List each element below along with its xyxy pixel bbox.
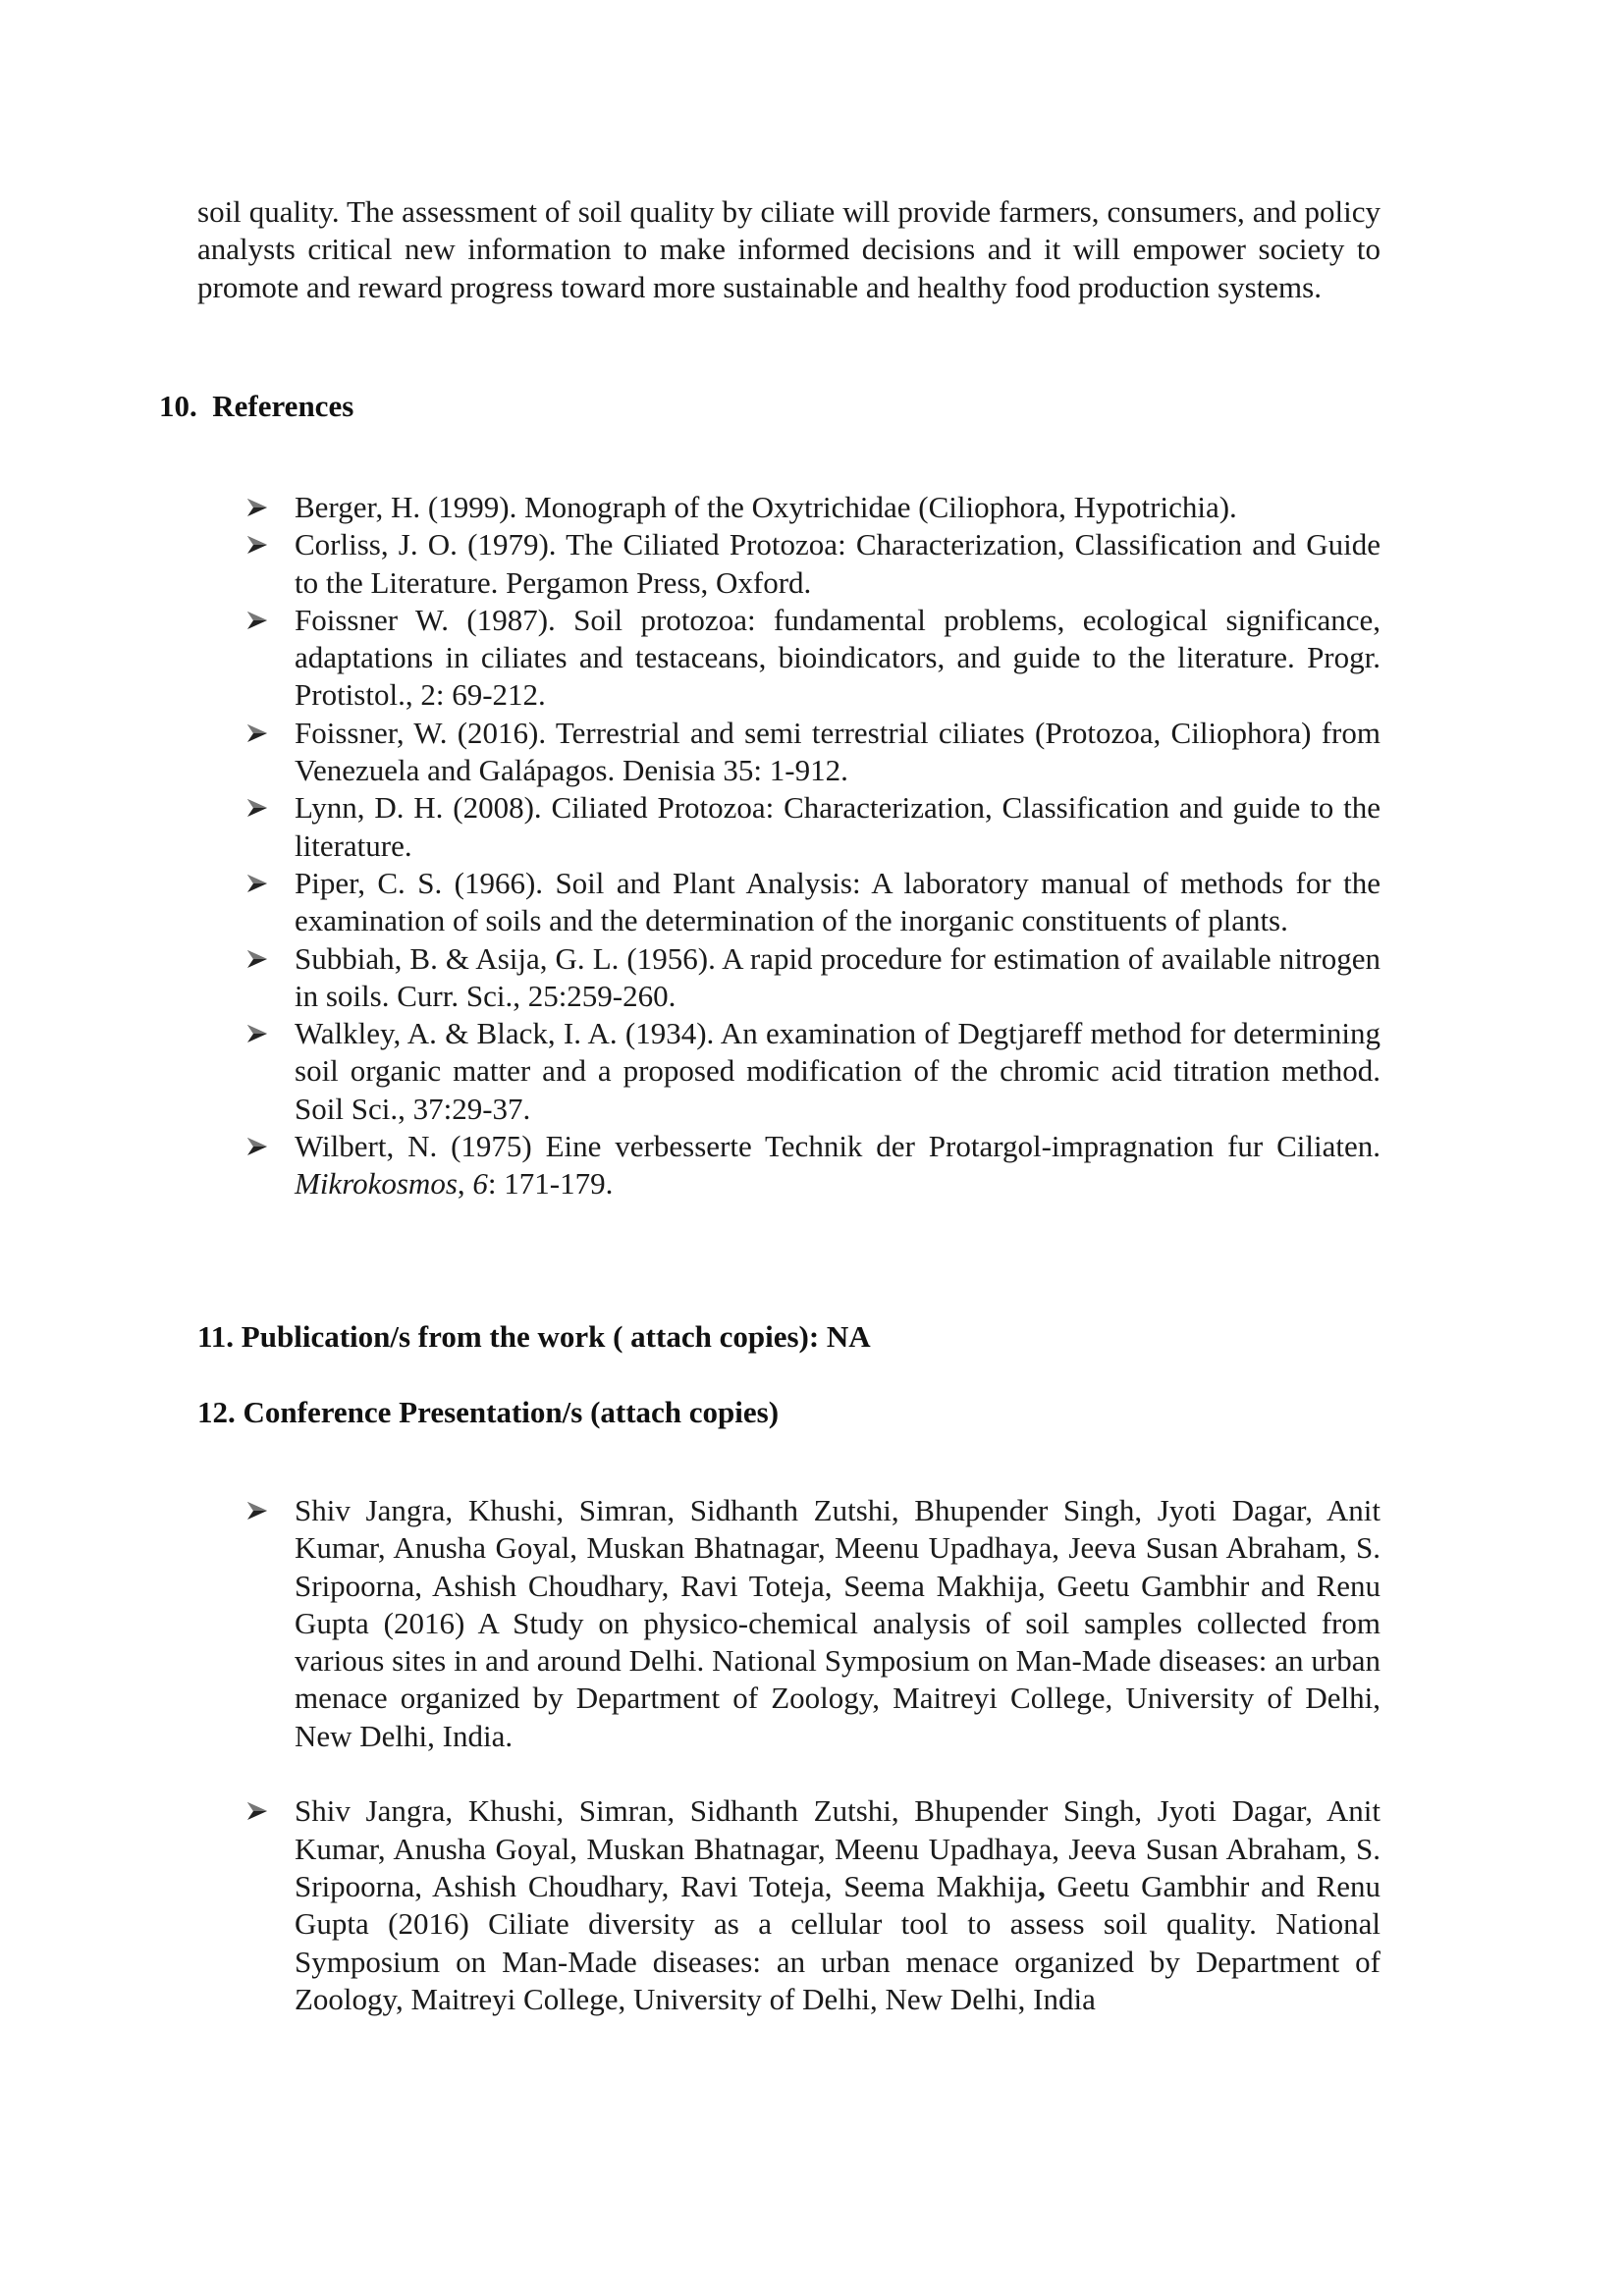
reference-item: Wilbert, N. (1975) Eine verbesserte Technik der Protargol-impragnation fur Ciliaten. Mikrokosmos, 6: 171-179. (0, 1128, 1380, 1203)
conference-item: Shiv Jangra, Khushi, Simran, Sidhanth Zutshi, Bhupender Singh, Jyoti Dagar, Anit Kumar, Anusha Goyal, Muskan Bhatnagar, Meenu Upadhaya, Jeeva Susan Abraham, S. Sripoorna, Ashish Choudhary, Ravi Toteja, Seema Makhija, Geetu Gambhir and Renu Gupta (2016) Ciliate diversity as a cellular tool to assess soil quality. National Symposium on Man-Made diseases: an urban menace organized by Department of Zoology, Maitreyi College, University of Delhi, New Delhi, India (0, 1792, 1380, 2018)
arrowhead-bullet-icon (246, 611, 268, 630)
arrowhead-bullet-icon (246, 723, 268, 743)
arrowhead-bullet-icon (246, 874, 268, 893)
journal-volume: 6 (472, 1166, 488, 1201)
arrowhead-bullet-icon (246, 1137, 268, 1156)
arrowhead-bullet-icon (246, 1801, 268, 1821)
reference-item: Berger, H. (1999). Monograph of the Oxytrichidae (Ciliophora, Hypotrichia). (0, 489, 1380, 526)
conference-item: Shiv Jangra, Khushi, Simran, Sidhanth Zutshi, Bhupender Singh, Jyoti Dagar, Anit Kumar, Anusha Goyal, Muskan Bhatnagar, Meenu Upadhaya, Jeeva Susan Abraham, S. Sripoorna, Ashish Choudhary, Ravi Toteja, Seema Makhija, Geetu Gambhir and Renu Gupta (2016) A Study on physico-chemical analysis of soil samples collected from various sites in and around Delhi. National Symposium on Man-Made diseases: an urban menace organized by Department of Zoology, Maitreyi College, University of Delhi, New Delhi, India. (0, 1492, 1380, 1755)
section-title: Conference Presentation/s (attach copies) (243, 1395, 780, 1429)
arrowhead-bullet-icon (246, 535, 268, 555)
arrowhead-bullet-icon (246, 949, 268, 969)
reference-item: Foissner, W. (2016). Terrestrial and semi terrestrial ciliates (Protozoa, Ciliophora) from Venezuela and Galápagos. Denisia 35: 1-912. (0, 715, 1380, 790)
reference-item: Corliss, J. O. (1979). The Ciliated Protozoa: Characterization, Classification and Guide to the Literature. Pergamon Press, Oxford. (0, 526, 1380, 602)
section-number: 12. (197, 1395, 236, 1429)
arrowhead-bullet-icon (246, 1501, 268, 1521)
reference-item: Foissner W. (1987). Soil protozoa: fundamental problems, ecological significance, adaptations in ciliates and testaceans, bioindicators, and guide to the literature. Progr. Protistol., 2: 69-212. (0, 602, 1380, 715)
arrowhead-bullet-icon (246, 498, 268, 517)
section-title: References (212, 389, 354, 423)
section-heading-publications (197, 1318, 871, 1356)
reference-item: Lynn, D. H. (2008). Ciliated Protozoa: Characterization, Classification and guide to the literature. (0, 789, 1380, 865)
references-list (0, 489, 1624, 1203)
intro-paragraph: soil quality. The assessment of soil quality by ciliate will provide farmers, consumers, and policy analysts critical new information to make informed decisions and it will empower society to promote and reward progress toward more sustainable and healthy food production systems. (197, 194, 1380, 304)
section-heading-conferences (197, 1394, 779, 1431)
journal-name: Mikrokosmos (295, 1166, 458, 1201)
conference-presentations-list (0, 1492, 1624, 2018)
reference-item: Walkley, A. & Black, I. A. (1934). An examination of Degtjareff method for determining soil organic matter and a proposed modification of the chromic acid titration method. Soil Sci., 37:29-37. (0, 1015, 1380, 1128)
bold-comma: , (1037, 1868, 1046, 1903)
arrowhead-bullet-icon (246, 1024, 268, 1043)
reference-item: Piper, C. S. (1966). Soil and Plant Analysis: A laboratory manual of methods for the examination of soils and the determination of the inorganic constituents of plants. (0, 865, 1380, 940)
section-heading-references (159, 388, 353, 425)
section-number: 11. (197, 1319, 235, 1354)
reference-item: Subbiah, B. & Asija, G. L. (1956). A rapid procedure for estimation of available nitrogen in soils. Curr. Sci., 25:259-260. (0, 940, 1380, 1016)
section-number: 10. (159, 389, 197, 423)
arrowhead-bullet-icon (246, 798, 268, 818)
section-title: Publication/s from the work ( attach copies): NA (241, 1319, 871, 1354)
